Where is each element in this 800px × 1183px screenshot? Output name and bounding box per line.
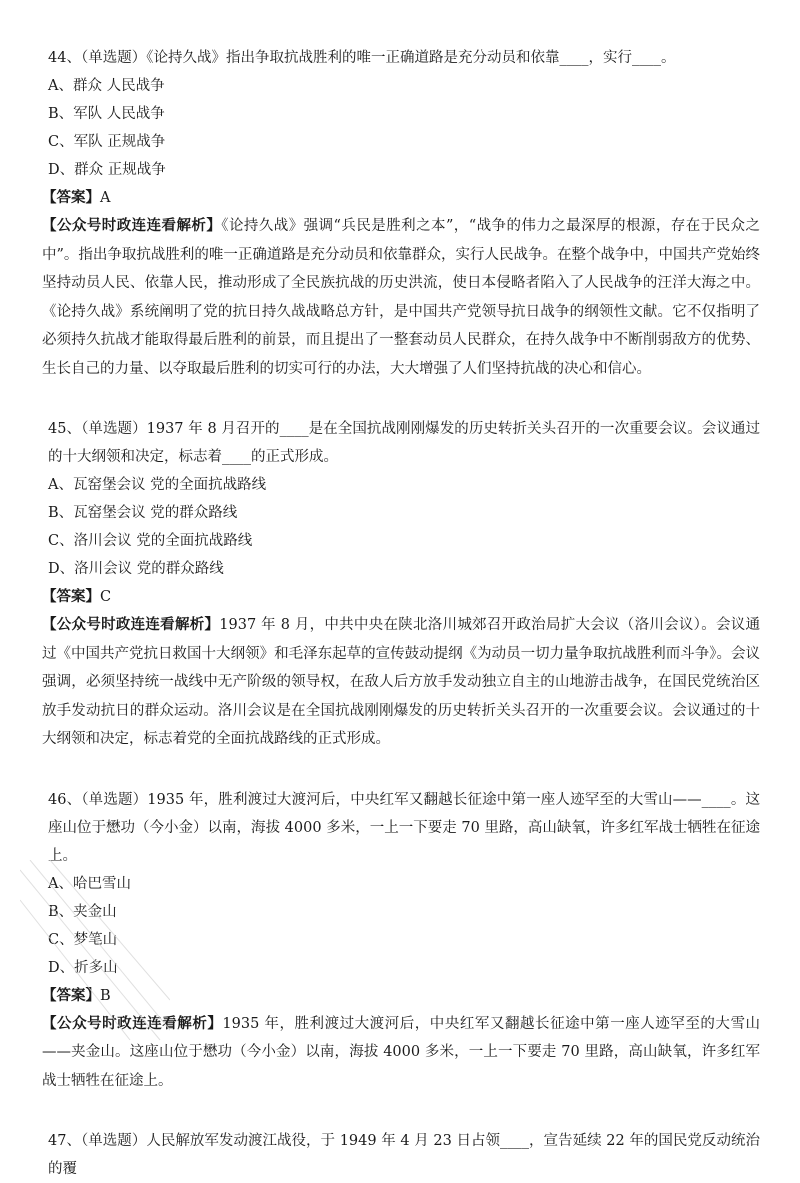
analysis-label: 【公众号时政连连看解析】 xyxy=(42,217,222,234)
analysis-label: 【公众号时政连连看解析】 xyxy=(42,1014,223,1032)
option-b: B、夹金山 xyxy=(48,903,117,920)
answer-label: 【答案】 xyxy=(42,588,100,605)
answer-label: 【答案】 xyxy=(42,189,100,206)
option-a: A、瓦窑堡会议 党的全面抗战路线 xyxy=(48,477,267,493)
analysis-label: 【公众号时政连连看解析】 xyxy=(42,616,220,633)
option-c: C、梦笔山 xyxy=(48,931,118,948)
option-c: C、军队 正规战争 xyxy=(48,134,166,150)
option-d: D、洛川会议 党的群众路线 xyxy=(48,561,224,577)
answer-label: 【答案】 xyxy=(42,986,100,1004)
question-45 xyxy=(42,415,761,754)
document-page xyxy=(42,44,761,1183)
answer-line xyxy=(42,184,760,212)
question-46 xyxy=(42,786,761,1096)
analysis xyxy=(42,611,760,754)
analysis-text: 《论持久战》强调“兵民是胜利之本”，“战争的伟力之最深厚的根源，存在于民众之中”。指出争取抗战胜利的唯一正确道路是充分动员和依靠群众，实行人民战争。在整个战争中，中国共产党始终坚持动员人民、依靠人民，推动形成了全民族抗战的历史洪流，使日本侵略者陷入了人民战争的汪洋大海之中。《论持久战》系统阐明了党的抗日持久战战略总方针，是中国共产党领导抗日战争的纲领性文献。它不仅指明了必须持久抗战才能取得最后胜利的前景，而且提出了一整套动员人民群众，在持久战争中不断削弱敌方的优势、生长自己的力量、以夺取最后胜利的切实可行的办法，大大增强了人们坚持抗战的决心和信心。 xyxy=(42,218,760,377)
answer-value: A xyxy=(100,190,111,206)
question-47 xyxy=(48,1127,760,1183)
option-d: D、群众 正规战争 xyxy=(48,162,166,178)
question-44 xyxy=(42,44,760,383)
analysis xyxy=(42,1010,760,1096)
question-stem: 44、（单选题）《论持久战》指出争取抗战胜利的唯一正确道路是充分动员和依靠____，实行____。 xyxy=(48,50,676,66)
analysis-text: 1937 年 8 月，中共中央在陕北洛川城郊召开政治局扩大会议（洛川会议）。会议通过《中国共产党抗日救国十大纲领》和毛泽东起草的宣传鼓动提纲《为动员一切力量争取抗战胜利而斗争》。会议强调，必须坚持统一战线中无产阶级的领导权，在敌人后方放手发动独立自主的山地游击战争，在国民党统治区放手发动抗日的群众运动。洛川会议是在全国抗战刚刚爆发的历史转折关头召开的一次重要会议。会议通过的十大纲领和决定，标志着党的全面抗战路线的正式形成。 xyxy=(42,617,761,747)
spacer xyxy=(48,383,760,415)
analysis-text: 1935 年，胜利渡过大渡河后，中央红军又翻越长征途中第一座人迹罕至的大雪山——夹金山。这座山位于懋功（今小金）以南，海拔 4000 多米，一上一下要走 70 里路，高山缺氧，许多红军战士牺牲在征途上。 xyxy=(42,1015,761,1089)
answer-line xyxy=(42,982,760,1010)
option-a: A、群众 人民战争 xyxy=(48,78,165,94)
question-stem: 46、（单选题）1935 年，胜利渡过大渡河后，中央红军又翻越长征途中第一座人迹罕至的大雪山——____。这座山位于懋功（今小金）以南，海拔 4000 多米，一上一下要走 70 里路，高山缺氧，许多红军战士牺牲在征途上。 xyxy=(48,791,760,864)
spacer xyxy=(48,754,760,786)
answer-value: C xyxy=(100,589,112,605)
option-b: B、瓦窑堡会议 党的群众路线 xyxy=(48,505,238,521)
question-stem: 45、（单选题）1937 年 8 月召开的____是在全国抗战刚刚爆发的历史转折关头召开的一次重要会议。会议通过的十大纲领和决定，标志着____的正式形成。 xyxy=(48,421,760,465)
analysis xyxy=(42,212,760,383)
spacer xyxy=(48,1095,760,1127)
option-b: B、军队 人民战争 xyxy=(48,106,165,122)
answer-value: B xyxy=(100,987,111,1004)
answer-line xyxy=(42,583,760,611)
question-stem: 47、（单选题）人民解放军发动渡江战役，于 1949 年 4 月 23 日占领____，宣告延续 22 年的国民党反动统治的覆 xyxy=(48,1133,760,1177)
option-d: D、折多山 xyxy=(48,959,118,976)
option-c: C、洛川会议 党的全面抗战路线 xyxy=(48,533,253,549)
option-a: A、哈巴雪山 xyxy=(48,875,131,892)
